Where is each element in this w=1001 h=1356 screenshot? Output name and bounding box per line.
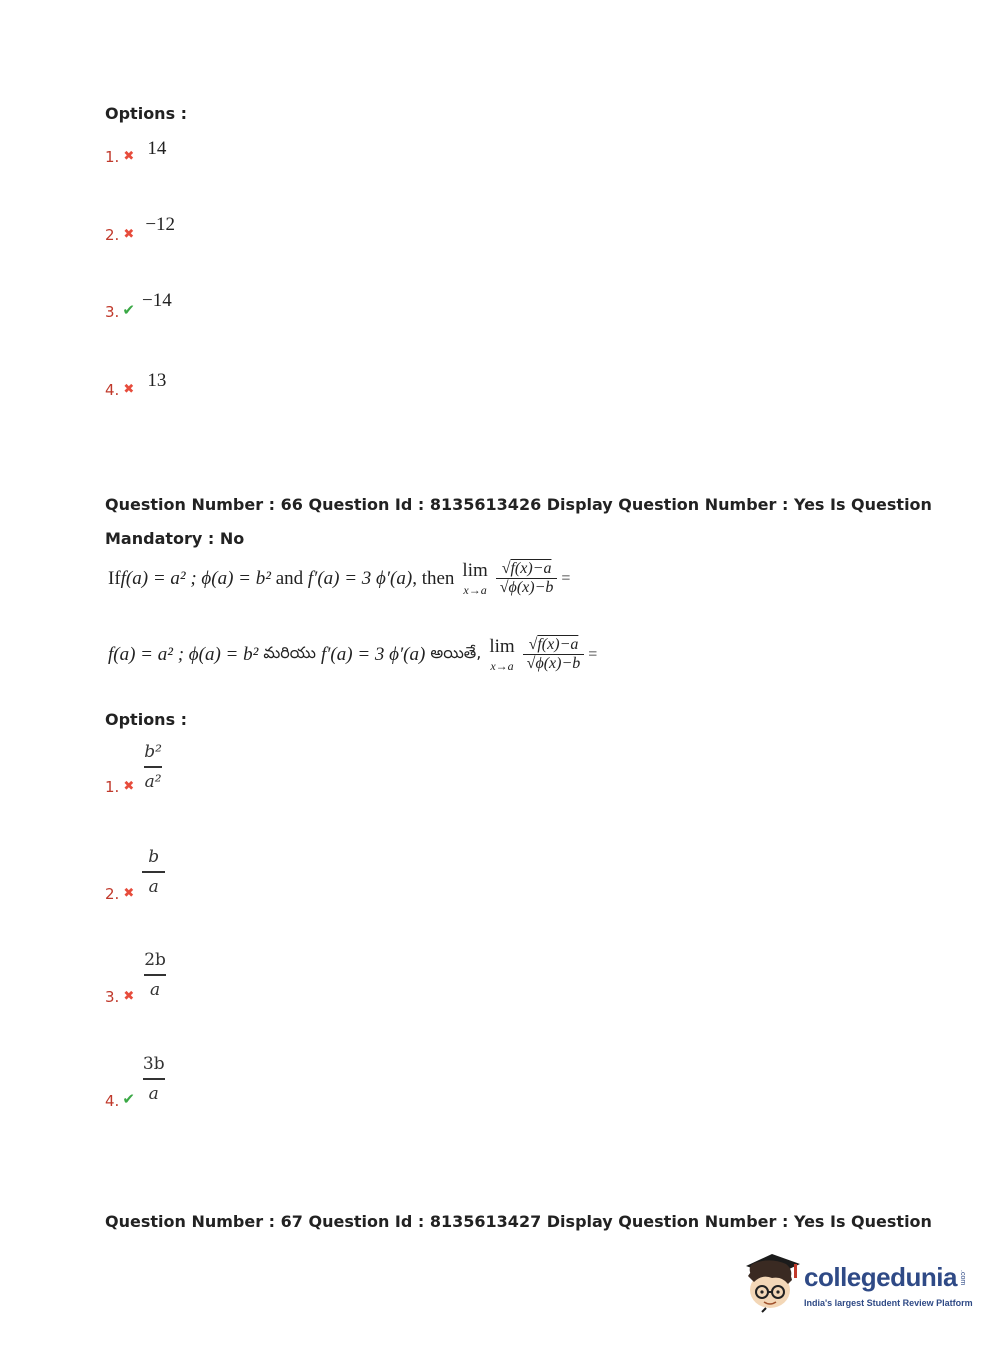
lim-subscript: x→a <box>490 659 514 673</box>
option-value: 13 <box>147 370 167 391</box>
option-number: 4. <box>105 1091 120 1110</box>
question-header: Question Number : 66 Question Id : 8135613426 Display Question Number : Yes Is Question <box>105 495 932 514</box>
fraction-numerator: 2b <box>144 950 166 970</box>
fraction-numerator: 3b <box>142 1054 165 1074</box>
option-number: 3. <box>105 987 120 1006</box>
option-number: 2. <box>105 884 120 903</box>
options-label: Options : <box>105 710 188 729</box>
equals-sign: = <box>588 645 598 663</box>
option-1 <box>105 138 167 166</box>
fraction-numerator: √f(x)−a <box>528 636 579 653</box>
fraction-numerator: b² <box>144 742 162 762</box>
logo-tagline: India's largest Student Review Platform <box>804 1298 973 1308</box>
fraction-denominator: a <box>148 876 159 897</box>
option-value: 14 <box>147 138 167 159</box>
option-fraction <box>143 1054 165 1104</box>
option-2 <box>105 214 176 244</box>
logo-com: .com <box>959 1270 966 1286</box>
question-mandatory: Mandatory : No <box>105 529 245 548</box>
mariyu-text: మరియు <box>258 643 321 662</box>
fraction-denominator: a <box>150 979 161 1000</box>
wrong-icon: ✖ <box>123 382 135 397</box>
fraction-denominator: a <box>148 1083 159 1104</box>
logo-wordmark: collegedunia <box>804 1262 957 1292</box>
wrong-icon: ✖ <box>123 885 135 901</box>
equals-sign: = <box>561 569 571 587</box>
option-value: −12 <box>145 214 176 235</box>
fraction-bar <box>144 974 166 976</box>
if-text: If <box>108 567 121 589</box>
limit <box>489 637 514 672</box>
ayithe-text: అయితే, <box>425 643 482 662</box>
limit <box>462 561 487 596</box>
option-fraction <box>144 950 166 1000</box>
limit-fraction <box>523 636 585 673</box>
collegedunia-logo <box>742 1250 972 1320</box>
fraction-bar <box>142 871 165 873</box>
lim-subscript: x→a <box>463 583 487 597</box>
fraction-numerator: √f(x)−a <box>501 560 552 577</box>
option-fraction <box>144 742 162 792</box>
lim-text: lim <box>462 560 488 581</box>
wrong-icon: ✖ <box>123 778 135 794</box>
wrong-icon: ✖ <box>123 988 135 1004</box>
question-telugu <box>108 636 597 673</box>
option-4 <box>105 370 167 399</box>
option-1 <box>105 742 162 796</box>
fraction-denominator: √ϕ(x)−b <box>526 655 581 672</box>
given-fprime: f′(a) = 3 ϕ′(a) <box>307 567 413 589</box>
option-3 <box>105 950 166 1006</box>
option-value: −14 <box>141 290 172 311</box>
options-label: Options : <box>105 104 188 123</box>
fraction-bar <box>144 766 162 768</box>
option-4 <box>105 1054 165 1110</box>
wrong-icon: ✖ <box>123 149 135 164</box>
mascot-icon <box>742 1250 802 1316</box>
option-2 <box>105 847 165 903</box>
fraction-bar <box>143 1078 165 1080</box>
lim-text: lim <box>489 636 515 657</box>
option-number: 1. <box>105 777 120 796</box>
check-icon: ✔ <box>122 1089 135 1108</box>
given-fa: f(a) = a² ; ϕ(a) = b² <box>120 567 271 589</box>
given-fa: f(a) = a² ; ϕ(a) = b² <box>108 643 259 665</box>
option-number: 3. <box>105 303 120 321</box>
then-text: , then <box>412 567 455 589</box>
and-text: and <box>270 567 308 589</box>
limit-fraction <box>496 560 558 597</box>
option-fraction <box>142 847 165 897</box>
question-header: Question Number : 67 Question Id : 8135613427 Display Question Number : Yes Is Question <box>105 1212 932 1231</box>
option-3 <box>105 290 172 321</box>
option-number: 2. <box>105 226 120 244</box>
fraction-denominator: √ϕ(x)−b <box>499 579 554 596</box>
fraction-denominator: a² <box>144 771 162 792</box>
wrong-icon: ✖ <box>123 227 135 242</box>
given-fprime: f′(a) = 3 ϕ′(a) <box>321 643 426 665</box>
check-icon: ✔ <box>122 301 135 319</box>
option-number: 1. <box>105 148 120 166</box>
fraction-numerator: b <box>148 847 160 867</box>
question-english <box>108 560 570 597</box>
option-number: 4. <box>105 381 120 399</box>
